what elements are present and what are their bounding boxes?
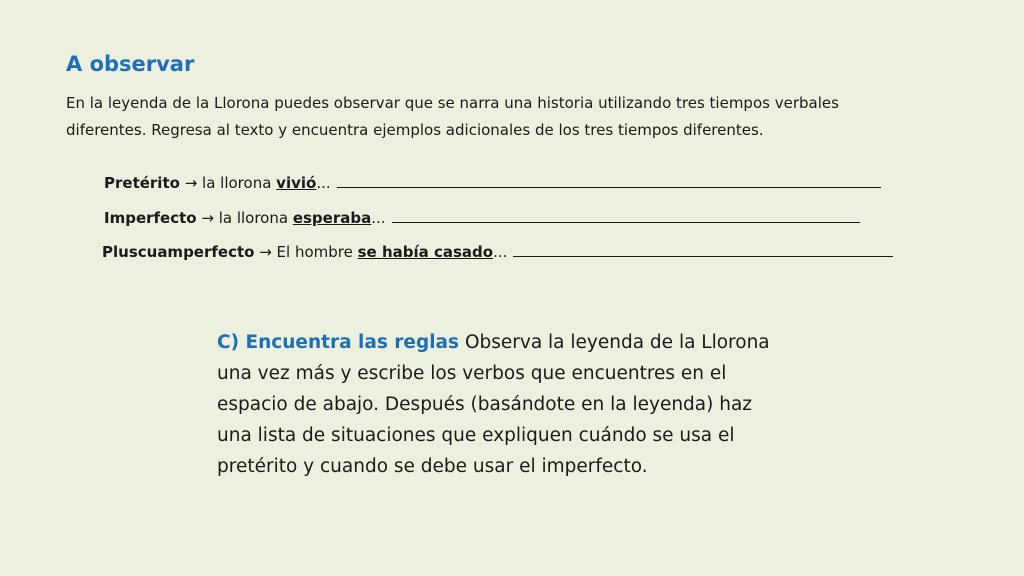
example-verb: esperaba <box>292 209 372 227</box>
example-verb: vivió <box>276 174 317 192</box>
example-imperfecto <box>104 208 860 227</box>
example-ellipsis: ... <box>371 209 386 227</box>
rules-line: pretérito y cuando se debe usar el imperfecto. <box>217 456 648 477</box>
rules-line <box>217 327 770 358</box>
example-ellipsis: ... <box>493 243 508 261</box>
example-pluscuamperfecto <box>102 242 893 261</box>
rules-lead: C) Encuentra las reglas <box>217 332 460 353</box>
rules-text: Observa la leyenda de la Llorona <box>459 332 770 353</box>
example-text: → la llorona <box>196 209 293 227</box>
example-preterito <box>104 173 881 192</box>
rules-paragraph <box>217 327 770 482</box>
example-verb: se había casado <box>357 243 494 261</box>
intro-line: diferentes. Regresa al texto y encuentra ejemplos adicionales de los tres tiempos diferentes. <box>66 121 764 139</box>
rules-line: espacio de abajo. Después (basándote en la leyenda) haz <box>217 394 753 415</box>
rules-line: una lista de situaciones que expliquen cuándo se usa el <box>217 425 735 446</box>
tense-label: Pretérito <box>104 174 180 192</box>
answer-blank[interactable] <box>337 173 881 188</box>
example-text: → la llorona <box>179 174 277 192</box>
intro-line: En la leyenda de la Llorona puedes observar que se narra una historia utilizando tres tiempos verbales <box>66 94 839 112</box>
tense-label: Pluscuamperfecto <box>102 243 255 261</box>
page-title: A observar <box>66 52 195 76</box>
intro-paragraph <box>66 90 876 144</box>
example-text: → El hombre <box>254 243 358 261</box>
rules-line: una vez más y escribe los verbos que encuentres en el <box>217 363 727 384</box>
example-ellipsis: ... <box>316 174 331 192</box>
tense-label: Imperfecto <box>104 209 197 227</box>
answer-blank[interactable] <box>513 242 893 257</box>
answer-blank[interactable] <box>392 208 860 223</box>
